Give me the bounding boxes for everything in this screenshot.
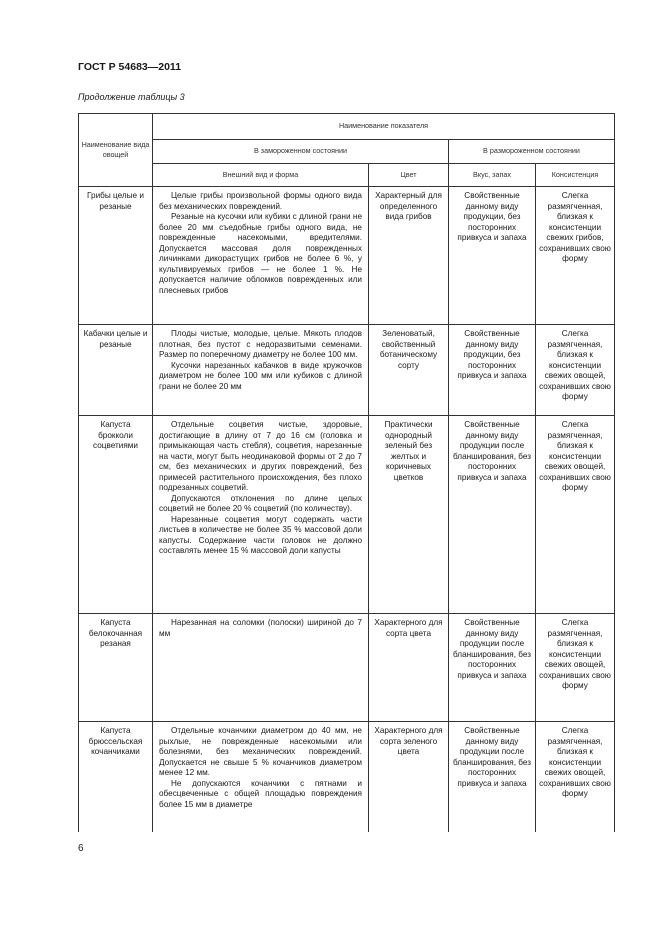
table-row bbox=[79, 614, 615, 722]
consistency-cell: Слегка размягченная, близкая к консистенции свежих овощей, сохранивших свою форму bbox=[536, 416, 615, 614]
appearance-cell bbox=[153, 325, 369, 416]
table-row bbox=[79, 187, 615, 325]
appearance-paragraph: Резаные на кусочки или кубики с длиной грани не более 20 мм съедобные грибы одного вида, не поврежденные насекомыми, вредителями. Допускается массовая доля поврежденных личинками дикорастущих грибов не более 6 %, у культивируемых грибов — не более 1 %. Не допускается наличие обломков поврежденных или плесневых грибов bbox=[159, 212, 362, 295]
appearance-paragraph: Не допускаются кочанчики с пятнами и обесцвеченные с общей площадью повреждения более 15 мм в диаметре bbox=[159, 778, 362, 809]
document-header: ГОСТ Р 54683—2011 bbox=[78, 61, 182, 73]
table-row bbox=[79, 325, 615, 416]
taste-smell-cell: Свойственные данному виду продукции, без посторонних привкуса и запаха bbox=[449, 187, 536, 325]
appearance-paragraph: Кусочки нарезанных кабачков в виде кружочков диаметром не более 100 мм или кубиков с длиной грани не более 20 мм bbox=[159, 360, 362, 391]
appearance-cell bbox=[153, 722, 369, 832]
vegetable-name: Кабачки целые и резаные bbox=[79, 325, 153, 416]
appearance-paragraph: Допускаются отклонения по длине целых соцветий не более 20 % соцветий (по количеству). bbox=[159, 493, 362, 513]
vegetable-name: Грибы целые и резаные bbox=[79, 187, 153, 325]
taste-smell-cell: Свойственные данному виду продукции после бланширования, без посторонних привкуса и запаха bbox=[449, 614, 536, 722]
consistency-cell: Слегка размягченная, близкая к консистенции свежих грибов, сохранивших свою форму bbox=[536, 187, 615, 325]
vegetable-name: Капуста брюссельская кочанчиками bbox=[79, 722, 153, 832]
quality-table bbox=[78, 113, 615, 832]
table-caption: Продолжение таблицы 3 bbox=[78, 92, 185, 102]
appearance-paragraph: Целые грибы произвольной формы одного вида без механических повреждений. bbox=[159, 191, 362, 211]
page-number: 6 bbox=[78, 843, 84, 854]
appearance-cell bbox=[153, 416, 369, 614]
appearance-cell bbox=[153, 614, 369, 722]
color-cell: Характерного для сорта цвета bbox=[369, 614, 449, 722]
appearance-paragraph: Отдельные соцветия чистые, здоровые, достигающие в длину от 7 до 16 см (головка и примыкающая часть стебля), соцветия, нарезанные на части, могут быть неодинаковой формы от 2 до 7 см, без механических и других повреждений, без примесей растительного происхождения, без плохо подрезанных соцветий. bbox=[159, 420, 362, 492]
consistency-cell: Слегка размягченная, близкая к консистенции свежих овощей, сохранивших свою форму bbox=[536, 722, 615, 832]
taste-smell-cell: Свойственные данному виду продукции после бланширования, без посторонних привкуса и запаха bbox=[449, 416, 536, 614]
appearance-paragraph: Нарезанная на соломки (полоски) шириной до 7 мм bbox=[159, 618, 362, 638]
taste-smell-cell: Свойственные данному виду продукции после бланширования, без посторонних привкуса и запаха bbox=[449, 722, 536, 832]
color-cell: Зеленоватый, свойственный ботаническому сорту bbox=[369, 325, 449, 416]
consistency-cell: Слегка размягченная, близкая к консистенции свежих овощей, сохранивших свою форму bbox=[536, 325, 615, 416]
header-appearance: Внешний вид и форма bbox=[153, 164, 369, 187]
appearance-paragraph: Плоды чистые, молодые, целые. Мякоть плодов плотная, без пустот с недоразвитыми семенами. Размер по поперечному диаметру не более 100 мм. bbox=[159, 329, 362, 359]
table-row bbox=[79, 416, 615, 614]
table-row bbox=[79, 722, 615, 832]
vegetable-name: Капуста брокколи соцветиями bbox=[79, 416, 153, 614]
taste-smell-cell: Свойственные данному виду продукции, без посторонних привкуса и запаха bbox=[449, 325, 536, 416]
header-color: Цвет bbox=[369, 164, 449, 187]
header-thawed-state: В размороженном состоянии bbox=[449, 140, 615, 164]
consistency-cell: Слегка размягченная, близкая к консистенции свежих овощей, сохранивших свою форму bbox=[536, 614, 615, 722]
color-cell: Характерный для определенного вида грибов bbox=[369, 187, 449, 325]
appearance-paragraph: Нарезанные соцветия могут содержать части листьев в количестве не более 35 % массовой доли капусты. Содержание части головок не должно составлять менее 15 % массовой доли капусты bbox=[159, 514, 362, 555]
header-consistency: Консистенция bbox=[536, 164, 615, 187]
color-cell: Характерного для сорта зеленого цвета bbox=[369, 722, 449, 832]
header-taste-smell: Вкус, запах bbox=[449, 164, 536, 187]
vegetable-name: Капуста белокочанная резаная bbox=[79, 614, 153, 722]
header-vegetable-type: Наименование вида овощей bbox=[79, 114, 153, 187]
header-frozen-state: В замороженном состоянии bbox=[153, 140, 449, 164]
appearance-cell bbox=[153, 187, 369, 325]
color-cell: Практически однородный зеленый без желтых и коричневых цветков bbox=[369, 416, 449, 614]
appearance-paragraph: Отдельные кочанчики диаметром до 40 мм, не рыхлые, не поврежденные насекомыми или болезнями, без механических повреждений. Допускается не свыше 5 % кочанчиков диаметром менее 12 мм. bbox=[159, 726, 362, 777]
header-indicator: Наименование показателя bbox=[153, 114, 615, 140]
